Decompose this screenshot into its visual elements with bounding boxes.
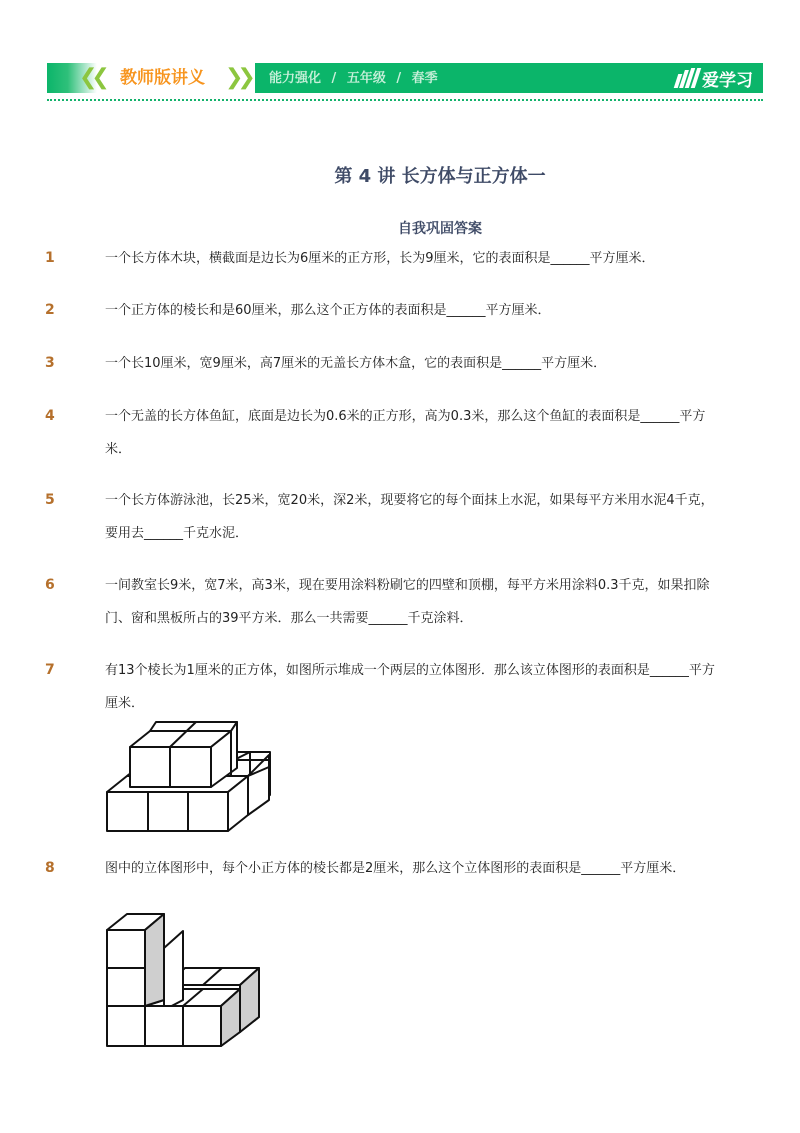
brand-logo [676,64,753,92]
header-title: 教师版讲义 [120,68,205,88]
question-text: 一个长方体木块，横截面是边长为6厘米的正方形，长为9厘米，它的表面积是______平方厘米． [105,251,655,266]
header-divider [47,99,763,101]
question-text: 一个长方体游泳池，长25米，宽20米，深2米，现要将它的每个面抹上水泥，如果每平方米用水泥4千克，要用去______千克水泥． [105,493,714,541]
breadcrumb-item: 五年级 [346,71,386,86]
logo-text: 爱学习 [702,70,753,91]
question-number: 5 [45,492,55,508]
breadcrumb-item: 春季 [411,71,438,86]
cube-stack-figure-q7 [100,712,280,837]
logo-mark-icon [676,68,698,88]
question-text: 一个长10厘米，宽9厘米，高7厘米的无盖长方体木盒，它的表面积是______平方厘米． [105,356,607,371]
question-text: 一个正方体的棱长和是60厘米，那么这个正方体的表面积是______平方厘米． [105,303,551,318]
lecture-title: 第 4 讲 长方体与正方体一 [334,166,546,187]
question-text: 一间教室长9米，宽7米，高3米，现在要用涂料粉刷它的四壁和顶棚，每平方米用涂料0.3千克，如果扣除门、窗和黑板所占的39平方米．那么一共需要______千克涂料． [105,578,710,626]
double-chevron-right-icon: ❯❯ [225,65,250,90]
double-chevron-left-icon: ❮❮ [79,65,104,90]
question-number: 8 [45,860,55,876]
question-text: 图中的立体图形中，每个小正方体的棱长都是2厘米，那么这个立体图形的表面积是______平方厘米． [105,861,686,876]
cube-stack-figure-q8 [100,912,270,1052]
header-bar [47,63,763,93]
question-number: 2 [45,302,55,318]
question-number: 1 [45,250,55,266]
question-number: 7 [45,662,55,678]
question-number: 6 [45,577,55,593]
breadcrumb-item: 能力强化 [269,71,322,86]
question-text: 一个无盖的长方体鱼缸，底面是边长为0.6米的正方形，高为0.3米，那么这个鱼缸的表面积是______平方米． [105,409,706,457]
breadcrumb [269,70,444,87]
breadcrumb-separator: / [396,71,402,86]
question-text: 有13个棱长为1厘米的正方体，如图所示堆成一个两层的立体图形．那么该立体图形的表面积是______平方厘米． [105,663,715,711]
breadcrumb-separator: / [331,71,337,86]
question-number: 3 [45,355,55,371]
question-number: 4 [45,408,55,424]
section-title: 自我巩固答案 [398,221,482,237]
